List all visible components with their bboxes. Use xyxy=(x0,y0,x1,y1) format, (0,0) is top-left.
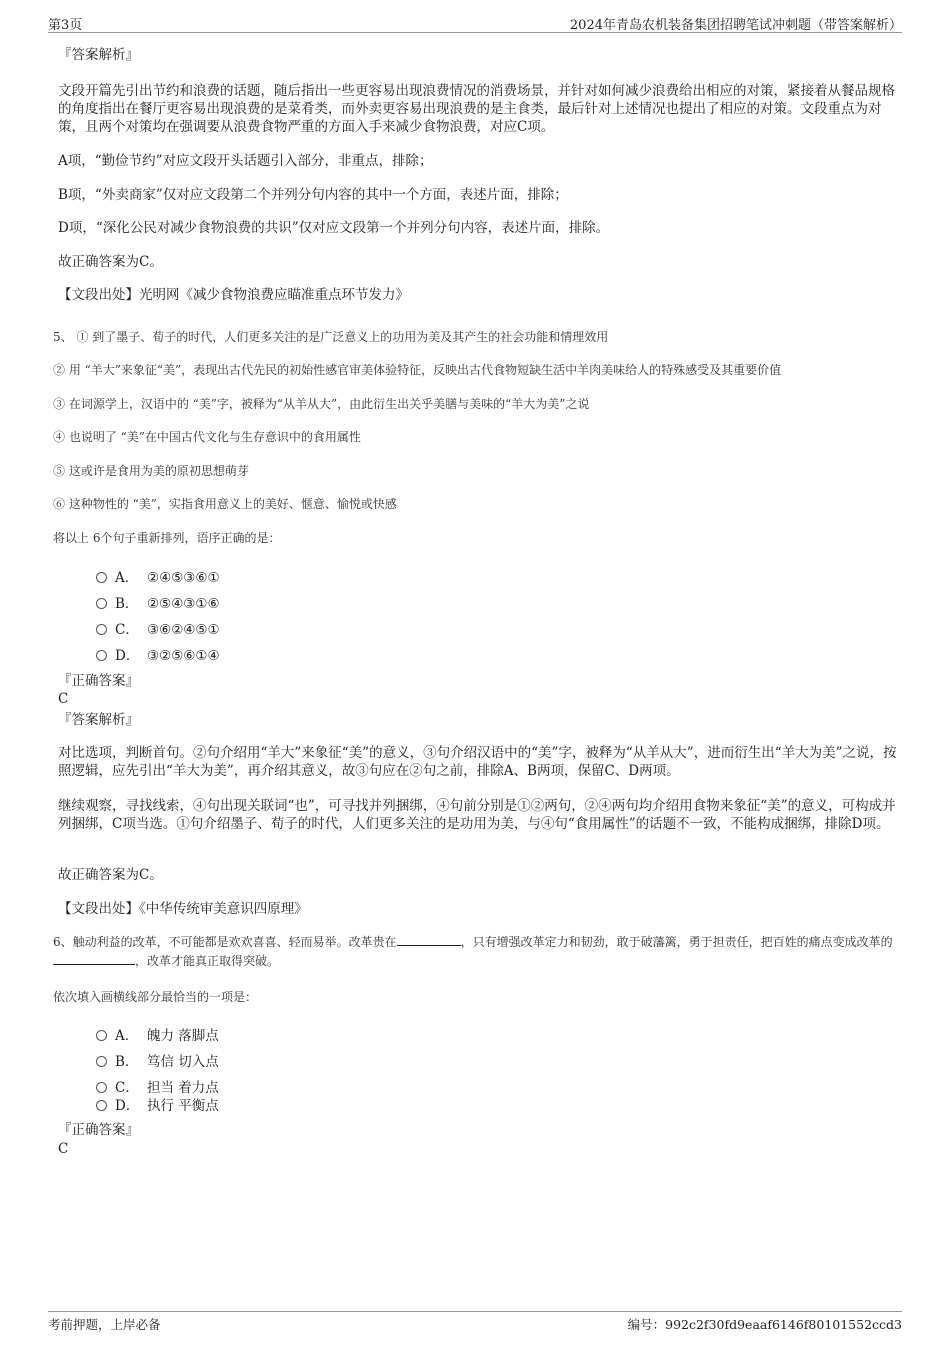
answer-label: 『正确答案』 xyxy=(58,1122,139,1138)
document-title: 2024年青岛农机装备集团招聘笔试冲刺题（带答案解析） xyxy=(569,18,902,33)
question-5-sentence-1: 5、 ① 到了墨子、荀子的时代，人们更多关注的是广泛意义上的功用为美及其产生的社会功能和情理效用 xyxy=(53,330,609,344)
question-5-sentence-2: ② 用 “羊大”来象征“美”，表现出古代先民的初始性感官审美体验特征，反映出古代食物短缺生活中羊肉美味给人的特殊感受及其重要价值 xyxy=(53,363,782,377)
page-footer xyxy=(48,1311,902,1334)
radio-icon[interactable] xyxy=(96,1100,107,1111)
question-5-sentence-4: ④ 也说明了 “美”在中国古代文化与生存意识中的食用属性 xyxy=(53,430,361,444)
analysis-paragraph-1: 对比选项，判断首句。②句介绍用“羊大”来象征“美”的意义，③句介绍汉语中的“美”字，被释为“从羊从大”，进而衍生出“羊大为美”之说，按照逻辑，应先引出“羊大为美”，再介绍其意义，故③句应在②句之前，排除A、B两项，保留C、D两项。 xyxy=(58,745,897,779)
document-id: 编号：992c2f30fd9eaaf6146f80101552ccd3 xyxy=(627,1317,902,1332)
option-a[interactable]: A． ②④⑤③⑥① xyxy=(96,566,220,584)
analysis-paragraph: 文段开篇先引出节约和浪费的话题，随后指出一些更容易出现浪费情况的消费场景，并针对如何减少浪费给出相应的对策，紧接着从餐品规格的角度指出在餐厅更容易出现浪费的是菜肴类，而外卖更容易出现浪费的是主食类，最后针对上述情况也提出了相应的对策。文段重点为对策，且两个对策均在强调要从浪费食物严重的方面入手来减少食物浪费，对应C项。 xyxy=(58,83,895,135)
source: 【文段出处】光明网《减少食物浪费应瞄准重点环节发力》 xyxy=(58,287,409,303)
radio-icon[interactable] xyxy=(96,1082,107,1093)
option-b[interactable]: B． ②⑤④③①⑥ xyxy=(96,592,220,610)
option-c[interactable]: C． 担当 着力点 xyxy=(96,1076,219,1094)
source: 【文段出处】《中华传统审美意识四原理》 xyxy=(58,901,308,917)
option-d[interactable]: D． 执行 平衡点 xyxy=(96,1094,219,1112)
radio-icon[interactable] xyxy=(96,572,107,583)
analysis-line-b: B项，“外卖商家”仅对应文段第二个并列分句内容的其中一个方面，表述片面，排除； xyxy=(58,187,568,203)
answer-value: C xyxy=(58,1141,69,1157)
option-d[interactable]: D． ③②⑤⑥①④ xyxy=(96,644,220,662)
radio-icon[interactable] xyxy=(96,650,107,661)
analysis-paragraph-2: 继续观察，寻找线索，④句出现关联词“也”，可寻找并列捆绑，④句前分别是①②两句，②④两句均介绍用食物来象征“美”的意义，可构成并列捆绑，C项当选。①句介绍墨子、荀子的时代，人们更多关注的是功用为美，与④句“食用属性”的话题不一致，不能构成捆绑，排除D项。 xyxy=(58,798,896,832)
footer-slogan: 考前押题，上岸必备 xyxy=(48,1317,161,1332)
question-5-prompt: 将以上 6个句子重新排列，语序正确的是： xyxy=(53,531,281,545)
analysis-line-a: A项，“勤俭节约”对应文段开头话题引入部分，非重点，排除； xyxy=(58,153,433,169)
page-header xyxy=(48,14,902,33)
blank-1 xyxy=(397,933,461,946)
analysis-label: 『答案解析』 xyxy=(58,47,139,63)
question-5-sentence-5: ⑤ 这或许是食用为美的原初思想萌芽 xyxy=(53,464,249,478)
question-6-stem: 6、触动利益的改革，不可能都是欢欢喜喜、轻而易举。改革贵在 ，只有增强改革定力和韧劲，敢于破藩篱，勇于担责任，把百姓的痛点变成改革的，改革才能真正取得突破。 xyxy=(53,935,893,968)
radio-icon[interactable] xyxy=(96,598,107,609)
analysis-line-d: D项，“深化公民对减少食物浪费的共识”仅对应文段第一个并列分句内容，表述片面，排除。 xyxy=(58,220,610,236)
page-number: 第3页 xyxy=(48,18,83,33)
option-b[interactable]: B． 笃信 切入点 xyxy=(96,1050,219,1068)
radio-icon[interactable] xyxy=(96,624,107,635)
radio-icon[interactable] xyxy=(96,1056,107,1067)
conclusion: 故正确答案为C。 xyxy=(58,254,163,270)
answer-value: C xyxy=(58,691,69,707)
option-a[interactable]: A． 魄力 落脚点 xyxy=(96,1024,219,1042)
radio-icon[interactable] xyxy=(96,1030,107,1041)
option-c[interactable]: C． ③⑥②④⑤① xyxy=(96,618,220,636)
analysis-label: 『答案解析』 xyxy=(58,712,139,728)
answer-label: 『正确答案』 xyxy=(58,673,139,689)
question-5-sentence-3: ③ 在词源学上，汉语中的 “美”字，被释为“从羊从大”，由此衍生出关乎美膳与美味的“羊大为美”之说 xyxy=(53,397,590,411)
question-5-sentence-6: ⑥ 这种物性的 “美”，实指食用意义上的美好、惬意、愉悦或快感 xyxy=(53,497,397,511)
question-6-prompt: 依次填入画横线部分最恰当的一项是： xyxy=(53,990,258,1004)
blank-2 xyxy=(53,952,135,965)
conclusion: 故正确答案为C。 xyxy=(58,867,163,883)
